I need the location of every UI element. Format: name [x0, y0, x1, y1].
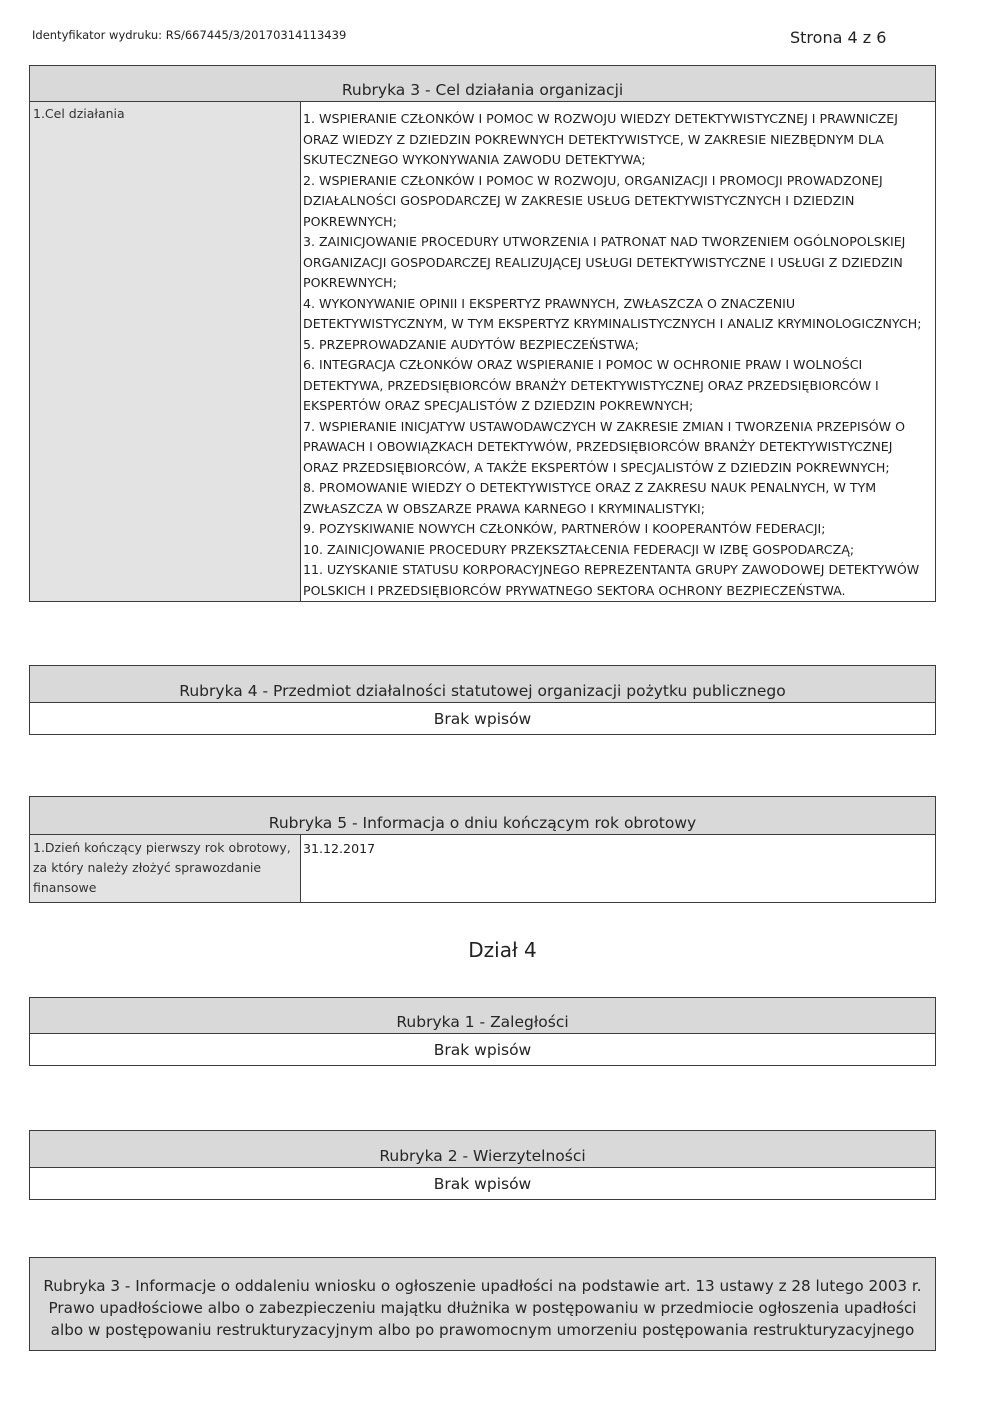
wierzytelnosci-section [29, 1130, 936, 1200]
cel-item: 1. WSPIERANIE CZŁONKÓW I POMOC W ROZWOJU WIEDZY DETEKTYWISTYCZNEJ I PRAWNICZEJ ORAZ WIEDZY Z DZIEDZIN POKREWNYCH DETEKTYWISTYCE, W ZAKRESIE NIEZBĘDNYM DLA SKUTECZNEGO WYKONYWANIA ZAWODU DETEKTYWA; [303, 111, 898, 167]
rubryka-4-section [29, 665, 936, 735]
cel-item: 6. INTEGRACJA CZŁONKÓW ORAZ WSPIERANIE I POMOC W OCHRONIE PRAW I WOLNOŚCI DETEKTYWA, PRZEDSIĘBIORCÓW BRANŻY DETEKTYWISTYCZNEJ ORAZ PRZEDSIĘBIORCÓW I EKSPERTÓW ORAZ SPECJALISTÓW Z DZIEDZIN POKREWNYCH; [303, 357, 879, 413]
page-number: Strona 4 z 6 [790, 28, 887, 47]
rubryka-3-cel-dzialania-section [29, 65, 936, 602]
upadlosc-section-title: Rubryka 3 - Informacje o oddaleniu wniosku o ogłoszenie upadłości na podstawie art. 13 ustawy z 28 lutego 2003 r. Prawo upadłościowe albo o zabezpieczeniu majątku dłużnika w postępowaniu w przedmiocie ogłoszenia upadłości albo w postępowaniu restrukturyzacyjnym albo po prawomocnym umorzeniu postępowania restrukturyzacyjnego [29, 1257, 936, 1351]
rubryka-4-value: Brak wpisów [30, 703, 935, 734]
cel-item: 8. PROMOWANIE WIEDZY O DETEKTYWISTYCE ORAZ Z ZAKRESU NAUK PENALNYCH, W TYM ZWŁASZCZA W OBSZARZE PRAWA KARNEGO I KRYMINALISTYKI; [303, 480, 877, 516]
cel-item: 10. ZAINICJOWANIE PROCEDURY PRZEKSZTAŁCENIA FEDERACJI W IZBĘ GOSPODARCZĄ; [303, 541, 855, 557]
wierzytelnosci-title: Rubryka 2 - Wierzytelności [30, 1131, 935, 1168]
dzial-4-heading: Dział 4 [468, 938, 537, 962]
rubryka-4-title: Rubryka 4 - Przedmiot działalności statutowej organizacji pożytku publicznego [30, 666, 935, 703]
cel-item: 9. POZYSKIWANIE NOWYCH CZŁONKÓW, PARTNERÓW I KOOPERANTÓW FEDERACJI; [303, 521, 826, 536]
rok-obrotowy-value: 31.12.2017 [301, 835, 935, 902]
zaleglosci-value: Brak wpisów [30, 1034, 935, 1065]
cel-item: 7. WSPIERANIE INICJATYW USTAWODAWCZYCH W ZAKRESIE ZMIAN I TWORZENIA PRZEPISÓW O PRAWACH I OBOWIĄZKACH DETEKTYWÓW, PRZEDSIĘBIORCÓW BRANŻY DETEKTYWISTYCZNEJ ORAZ PRZEDSIĘBIORCÓW, A TAKŻE EKSPERTÓW I SPECJALISTÓW Z DZIEDZIN POKREWNYCH; [303, 418, 906, 475]
cel-dzialania-label: 1.Cel działania [30, 102, 301, 601]
print-identifier: Identyfikator wydruku: RS/667445/3/20170314113439 [32, 28, 347, 42]
cel-dzialania-list [301, 102, 935, 601]
wierzytelnosci-value: Brak wpisów [30, 1168, 935, 1199]
cel-item: 2. WSPIERANIE CZŁONKÓW I POMOC W ROZWOJU, ORGANIZACJI I PROMOCJI PROWADZONEJ DZIAŁALNOŚCI GOSPODARCZEJ W ZAKRESIE USŁUG DETEKTYWISTYCZNYCH I DZIEDZIN POKREWNYCH; [303, 172, 883, 229]
cel-item: 4. WYKONYWANIE OPINII I EKSPERTYZ PRAWNYCH, ZWŁASZCZA O ZNACZENIU DETEKTYWISTYCZNYM, W TYM EKSPERTYZ KRYMINALISTYCZNYCH I ANALIZ KRYMINOLOGICZNYCH; [303, 295, 922, 331]
cel-item: 3. ZAINICJOWANIE PROCEDURY UTWORZENIA I PATRONAT NAD TWORZENIEM OGÓLNOPOLSKIEJ ORGANIZACJI GOSPODARCZEJ REALIZUJĄCEJ USŁUGI DETEKTYWISTYCZNE I USŁUGI Z DZIEDZIN POKREWNYCH; [303, 234, 906, 290]
rok-obrotowy-label: 1.Dzień kończący pierwszy rok obrotowy, za który należy złożyć sprawozdanie finansowe [30, 835, 301, 902]
rubryka-5-section [29, 796, 936, 903]
cel-item: 11. UZYSKANIE STATUSU KORPORACYJNEGO REPREZENTANTA GRUPY ZAWODOWEJ DETEKTYWÓW POLSKICH I PRZEDSIĘBIORCÓW PRYWATNEGO SEKTORA OCHRONY BEZPIECZEŃSTWA. [303, 562, 920, 598]
zaleglosci-title: Rubryka 1 - Zaległości [30, 998, 935, 1034]
rubryka-3-title: Rubryka 3 - Cel działania organizacji [30, 66, 935, 102]
zaleglosci-section [29, 997, 936, 1066]
cel-item: 5. PRZEPROWADZANIE AUDYTÓW BEZPIECZEŃSTWA; [303, 336, 639, 352]
rubryka-5-title: Rubryka 5 - Informacja o dniu kończącym rok obrotowy [30, 797, 935, 835]
